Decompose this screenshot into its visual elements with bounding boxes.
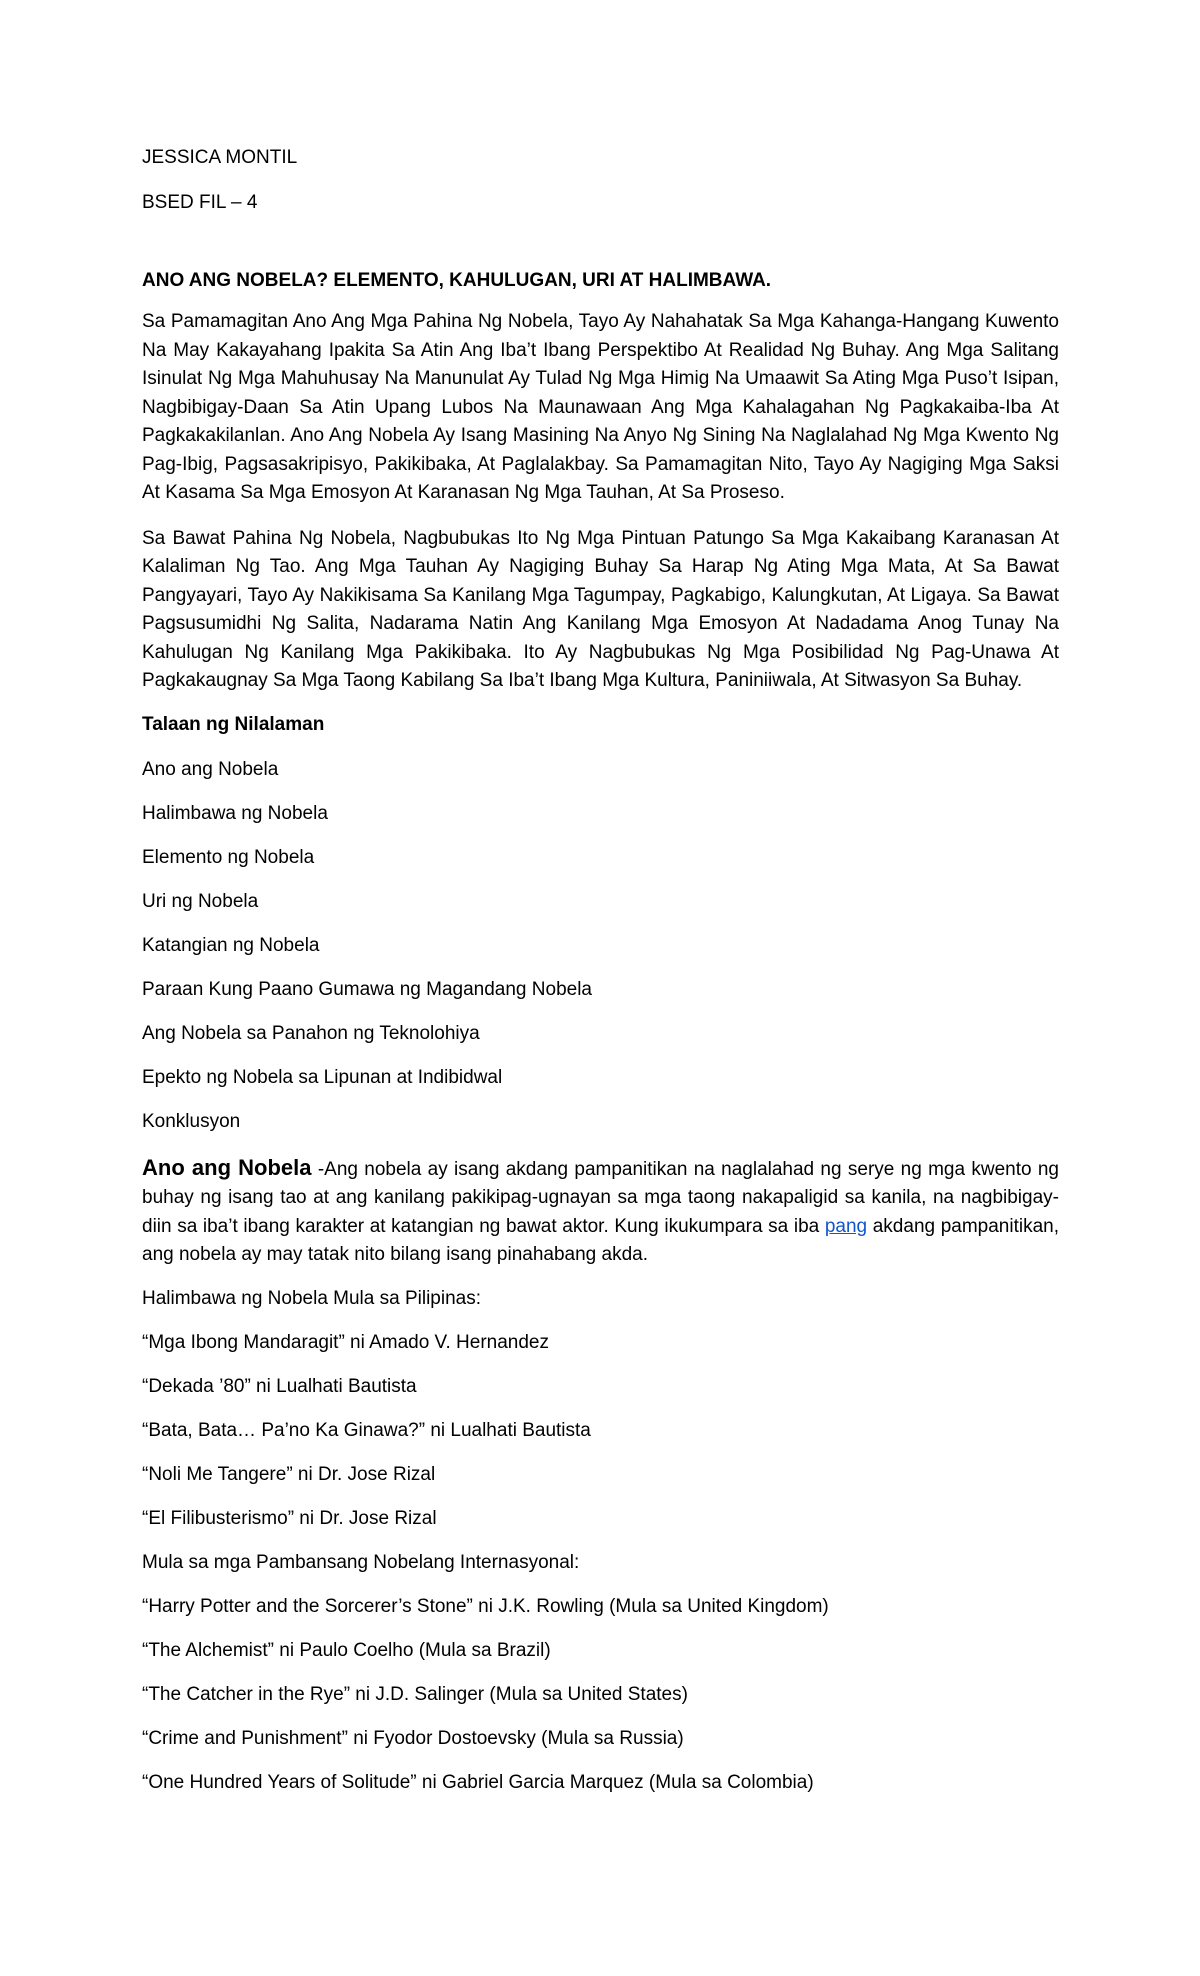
- list-item: “One Hundred Years of Solitude” ni Gabriel Garcia Marquez (Mula sa Colombia): [142, 1771, 814, 1793]
- toc-item-teknolohiya: Ang Nobela sa Panahon ng Teknolohiya: [142, 1022, 480, 1044]
- spacer: [142, 236, 1059, 269]
- list-item: “The Alchemist” ni Paulo Coelho (Mula sa Brazil): [142, 1639, 551, 1661]
- list-item: “Dekada ’80” ni Lualhati Bautista: [142, 1375, 417, 1397]
- document-title: ANO ANG NOBELA? ELEMENTO, KAHULUGAN, URI AT HALIMBAWA.: [142, 270, 772, 291]
- list-item: “Crime and Punishment” ni Fyodor Dostoevsky (Mula sa Russia): [142, 1727, 684, 1749]
- definition-text-after-link: akdang pampanitikan, ang nobela ay may tatak nito bilang isang pinahabang akda.: [142, 1215, 1059, 1265]
- intro-paragraph-2: Sa Bawat Pahina Ng Nobela, Nagbubukas Ito Ng Mga Pintuan Patungo Sa Mga Kakaibang Karanasan At Kalaliman Ng Tao. Ang Mga Tauhan Ay Nagiging Buhay Sa Harap Ng Ating Mga Mata, At Sa Bawat Pangyayari, Tayo Ay Nakikisama Sa Kanilang Mga Tagumpay, Pagkabigo, Kalungkutan, At Ligaya. Sa Bawat Pagsusumidhi Ng Salita, Nadarama Natin Ang Kanilang Mga Emosyon At Nadadama Anog Tunay Na Kahulugan Ng Kanilang Mga Pakikibaka. Ito Ay Nagbubukas Ng Mga Posibilidad Ng Pag-Unawa At Pagkakaugnay Sa Mga Taong Kabilang Sa Iba’t Ibang Mga Kultura, Paniniiwala, At Sitwasyon Sa Buhay.: [142, 527, 1059, 691]
- list-item: “The Catcher in the Rye” ni J.D. Salinger (Mula sa United States): [142, 1683, 688, 1705]
- toc-item-epekto: Epekto ng Nobela sa Lipunan at Indibidwal: [142, 1066, 503, 1088]
- pang-link[interactable]: pang: [824, 1215, 868, 1237]
- definition-text-before-link: -Ang nobela ay isang akdang pampanitikan na naglalahad ng serye ng mga kwento ng buhay ng isang tao at ang kanilang pakikipag-ugnayan sa mga taong nakapaligid sa kanila, na nagbibigay-diin sa iba’t ibang karakter at katangian ng bawat aktor. Kung ikukumpara sa iba: [142, 1158, 1059, 1237]
- intro-paragraph-1: Sa Pamamagitan Ano Ang Mga Pahina Ng Nobela, Tayo Ay Nahahatak Sa Mga Kahanga-Hangang Kuwento Na May Kakayahang Ipakita Sa Atin Ang Iba’t Ibang Perspektibo At Realidad Ng Buhay. Ang Mga Salitang Isinulat Ng Mga Mahuhusay Na Manunulat Ay Tulad Ng Mga Himig Na Umaawit Sa Ating Mga Puso’t Isipan, Nagbibigay-Daan Sa Atin Upang Lubos Na Maunawaan Ang Mga Kahalagahan Ng Pagkakaiba-Iba At Pagkakakilanlan. Ano Ang Nobela Ay Isang Masining Na Anyo Ng Sining Na Naglalahad Ng Mga Kwento Ng Pag-Ibig, Pagsasakripisyo, Pakikibaka, At Paglalakbay. Sa Pamamagitan Nito, Tayo Ay Nagiging Mga Saksi At Kasama Sa Mga Emosyon At Karanasan Ng Mga Tauhan, At Sa Proseso.: [142, 311, 1059, 503]
- toc-item-ano-ang-nobela: Ano ang Nobela: [142, 758, 279, 780]
- philippine-examples-heading: Halimbawa ng Nobela Mula sa Pilipinas:: [142, 1287, 482, 1309]
- toc-item-paraan: Paraan Kung Paano Gumawa ng Magandang Nobela: [142, 978, 592, 1000]
- list-item: “Harry Potter and the Sorcerer’s Stone” ni J.K. Rowling (Mula sa United Kingdom): [142, 1595, 829, 1617]
- toc-item-halimbawa: Halimbawa ng Nobela: [142, 802, 328, 824]
- international-examples-heading: Mula sa mga Pambansang Nobelang Internasyonal:: [142, 1551, 580, 1573]
- definition-paragraph: [142, 1154, 1059, 1270]
- toc-item-katangian: Katangian ng Nobela: [142, 934, 320, 956]
- toc-item-uri: Uri ng Nobela: [142, 890, 259, 912]
- list-item: “Bata, Bata… Pa’no Ka Ginawa?” ni Lualhati Bautista: [142, 1419, 591, 1441]
- list-item: “Noli Me Tangere” ni Dr. Jose Rizal: [142, 1463, 436, 1485]
- toc-item-konklusyon: Konklusyon: [142, 1110, 241, 1132]
- course-label: BSED FIL – 4: [142, 192, 258, 213]
- document-body: [142, 146, 1059, 1815]
- toc-item-elemento: Elemento ng Nobela: [142, 846, 315, 868]
- definition-lead: Ano ang Nobela: [142, 1154, 312, 1180]
- toc-heading: Talaan ng Nilalaman: [142, 713, 325, 735]
- list-item: “El Filibusterismo” ni Dr. Jose Rizal: [142, 1507, 437, 1529]
- author-name: JESSICA MONTIL: [142, 147, 298, 168]
- list-item: “Mga Ibong Mandaragit” ni Amado V. Hernandez: [142, 1331, 549, 1353]
